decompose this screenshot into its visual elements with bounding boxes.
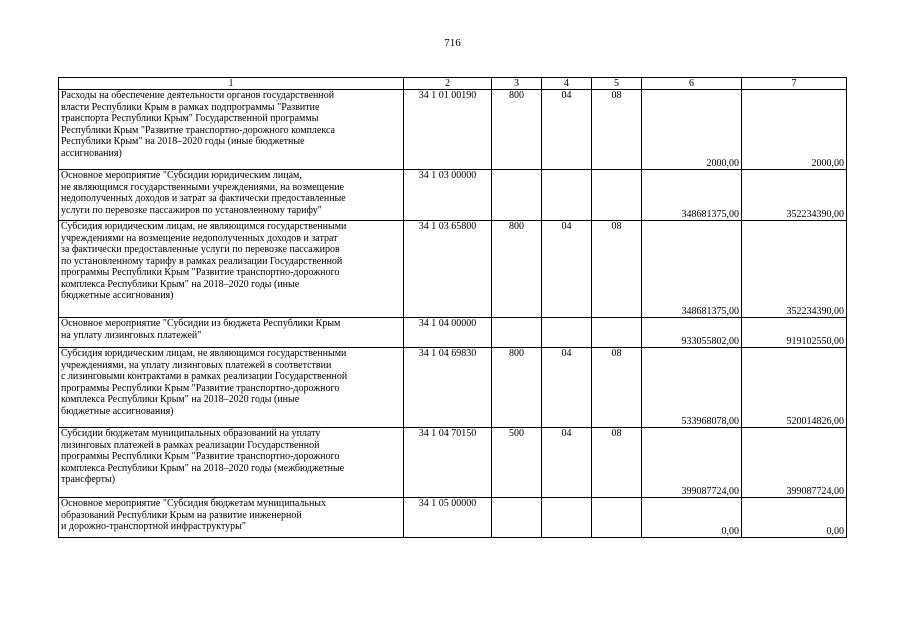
table-row: [59, 90, 847, 170]
page-number: 716: [444, 37, 461, 49]
row-description: Основное мероприятие "Субсидия бюджетам муниципальных образований Республики Крым на развитие инженерной и дорожно-транспортной инфраструктуры": [59, 498, 404, 538]
row-description: Основное мероприятие "Субсидии из бюджета Республики Крым на уплату лизинговых платежей": [59, 318, 404, 348]
row-description: Расходы на обеспечение деятельности органов государственной власти Республики Крым в рамках подпрограммы "Развитие транспорта Республики Крым" Государственной программы Республики Крым "Развитие транспортно-дорожного комплекса Республики Крым" на 2018–2020 годы (иные бюджетные ассигнования): [59, 90, 404, 170]
table-row: [59, 498, 847, 538]
row-code: 34 1 04 69830: [404, 348, 492, 428]
row-sum-col6: 0,00: [642, 498, 742, 538]
row-code: 34 1 03 00000: [404, 170, 492, 221]
table-row: [59, 170, 847, 221]
row-col5: 08: [592, 428, 642, 498]
row-col4: [542, 318, 592, 348]
row-description: Основное мероприятие "Субсидии юридическим лицам, не являющимся государственными учреждениями, на возмещение недополученных доходов и затрат за фактически предоставленные услуги по перевозке пассажиров по установленному тарифу": [59, 170, 404, 221]
row-code: 34 1 05 00000: [404, 498, 492, 538]
row-sum-col6: 533968078,00: [642, 348, 742, 428]
row-col4: [542, 170, 592, 221]
row-col5: [592, 498, 642, 538]
header-cell: 3: [492, 78, 542, 90]
row-col4: 04: [542, 221, 592, 318]
header-cell: 1: [59, 78, 404, 90]
row-description: Субсидия юридическим лицам, не являющимся государственными учреждениями на возмещение недополученных доходов и затрат за фактически предоставленные услуги по перевозке пассажиров по установленному тарифу в рамках реализации Государственной программы Республики Крым "Развитие транспортно-дорожного комплекса Республики Крым" на 2018–2020 годы (иные бюджетные ассигнования): [59, 221, 404, 318]
header-cell: 5: [592, 78, 642, 90]
row-sum-col7: 2000,00: [742, 90, 847, 170]
row-col5: 08: [592, 221, 642, 318]
row-sum-col6: 348681375,00: [642, 221, 742, 318]
table-body: [59, 78, 847, 538]
table-row: [59, 428, 847, 498]
row-col4: 04: [542, 90, 592, 170]
row-description: Субсидии бюджетам муниципальных образований на уплату лизинговых платежей в рамках реализации Государственной программы Республики Крым "Развитие транспортно-дорожного комплекса Республики Крым" на 2018–2020 годы (межбюджетные трансферты): [59, 428, 404, 498]
row-sum-col6: 2000,00: [642, 90, 742, 170]
header-cell: 6: [642, 78, 742, 90]
row-code: 34 1 01 00190: [404, 90, 492, 170]
row-col5: 08: [592, 348, 642, 428]
header-cell: 7: [742, 78, 847, 90]
row-col4: 04: [542, 428, 592, 498]
row-col3: 800: [492, 348, 542, 428]
row-col3: [492, 318, 542, 348]
table-row: [59, 348, 847, 428]
row-sum-col7: 352234390,00: [742, 170, 847, 221]
row-sum-col6: 399087724,00: [642, 428, 742, 498]
row-col4: [542, 498, 592, 538]
table-row: [59, 318, 847, 348]
row-code: 34 1 03 65800: [404, 221, 492, 318]
row-sum-col6: 933055802,00: [642, 318, 742, 348]
table-header-row: [59, 78, 847, 90]
table-row: [59, 221, 847, 318]
row-sum-col7: 919102550,00: [742, 318, 847, 348]
header-cell: 2: [404, 78, 492, 90]
budget-table: [58, 77, 847, 538]
row-col3: 800: [492, 221, 542, 318]
row-sum-col6: 348681375,00: [642, 170, 742, 221]
row-col5: [592, 170, 642, 221]
row-sum-col7: 399087724,00: [742, 428, 847, 498]
row-col5: [592, 318, 642, 348]
row-col3: 800: [492, 90, 542, 170]
row-col4: 04: [542, 348, 592, 428]
row-code: 34 1 04 70150: [404, 428, 492, 498]
row-code: 34 1 04 00000: [404, 318, 492, 348]
row-col3: [492, 170, 542, 221]
row-sum-col7: 520014826,00: [742, 348, 847, 428]
row-col5: 08: [592, 90, 642, 170]
header-cell: 4: [542, 78, 592, 90]
row-description: Субсидия юридическим лицам, не являющимся государственными учреждениями, на уплату лизинговых платежей в соответствии с лизинговыми контрактами в рамках реализации Государственной программы Республики Крым "Развитие транспортно-дорожного комплекса Республики Крым" на 2018–2020 годы (иные бюджетные ассигнования): [59, 348, 404, 428]
row-sum-col7: 352234390,00: [742, 221, 847, 318]
row-col3: 500: [492, 428, 542, 498]
row-sum-col7: 0,00: [742, 498, 847, 538]
row-col3: [492, 498, 542, 538]
